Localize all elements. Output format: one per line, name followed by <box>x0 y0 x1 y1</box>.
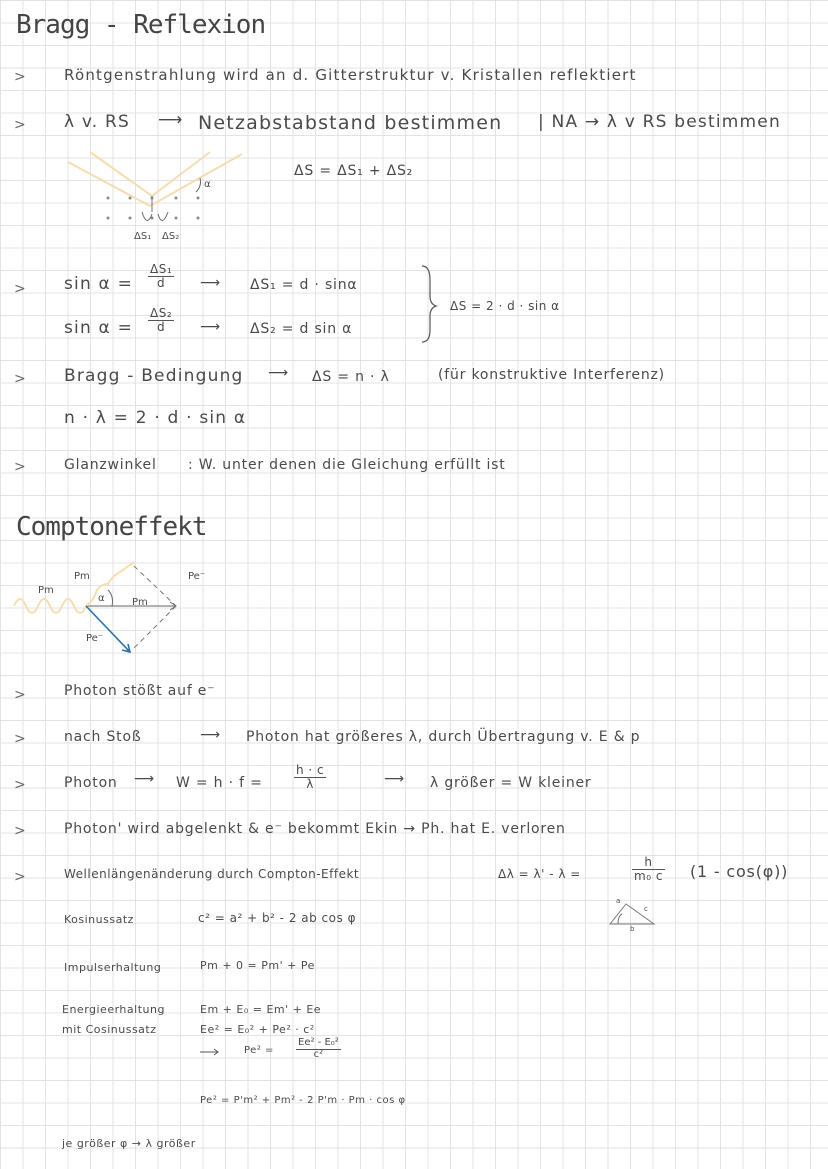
diagram-pm-scattered: Pm <box>74 571 90 582</box>
energy-label-1: Energieerhaltung <box>62 1003 165 1016</box>
c5-den: m₀ c <box>634 868 663 883</box>
compton-shift-left: Δλ = λ' - λ = <box>498 867 581 881</box>
delta-s-sum: ΔS = ΔS₁ + ΔS₂ <box>294 163 414 179</box>
energy-eq-2: Ee² = E₀² + Pe² · c² <box>200 1023 315 1036</box>
compton-line-3b: W = h · f = <box>176 775 263 791</box>
bragg-condition-label: Bragg - Bedingung <box>64 366 244 386</box>
arrow-symbol: ⟶ <box>200 275 221 291</box>
diagram-pe-top: Pe⁻ <box>188 571 206 582</box>
bragg-line-1: Röntgenstrahlung wird an d. Gitterstruktur v. Kristallen reflektiert <box>64 66 637 84</box>
diagram-pm-incoming: Pm <box>38 585 54 596</box>
glanz-text: : W. unter denen die Gleichung erfüllt ist <box>188 457 506 473</box>
compton-line-4: Photon' wird abgelenkt & e⁻ bekommt Ekin → Ph. hat E. verloren <box>64 821 566 837</box>
bullet-arrow: > <box>14 823 26 839</box>
compton-line-5: Wellenlängenänderung durch Compton-Effekt <box>64 867 360 881</box>
bragg-alpha: α <box>204 179 211 190</box>
arrow-symbol: ⟶ <box>200 727 221 743</box>
lattice-points <box>107 197 200 220</box>
bragg-law: n · λ = 2 · d · sin α <box>64 408 247 428</box>
energy-eq-1: Em + E₀ = Em' + Ee <box>200 1003 322 1016</box>
bullet-arrow: > <box>14 117 26 133</box>
arrow-symbol: ⟶ <box>268 365 289 381</box>
en3-num: Ee² - E₀² <box>298 1037 339 1048</box>
c5-num: h <box>632 856 665 870</box>
sin1-num: ΔS₁ <box>150 262 173 276</box>
sin1-right: ΔS₁ = d · sinα <box>250 277 358 293</box>
last-note: je größer φ → λ größer <box>62 1137 196 1150</box>
energy-label-2: mit Cosinussatz <box>62 1023 157 1036</box>
diagram-alpha: α <box>98 593 105 604</box>
compton-line-1: Photon stößt auf e⁻ <box>64 683 216 699</box>
sin2-num: ΔS₂ <box>150 306 173 320</box>
bullet-arrow: > <box>14 69 26 85</box>
cosine-rule-eq: c² = a² + b² - 2 ab cos φ <box>198 911 356 925</box>
sin2-right: ΔS₂ = d sin α <box>250 321 353 337</box>
compton-line-3c: λ größer = W kleiner <box>430 775 592 791</box>
bragg-line-2a: λ v. RS <box>64 112 131 132</box>
cosine-rule-label: Kosinussatz <box>64 913 134 926</box>
bullet-arrow: > <box>14 731 26 747</box>
en3-den: c² <box>313 1048 324 1060</box>
sin-result: ΔS = 2 · d · sin α <box>450 299 560 313</box>
triangle-label-a: a <box>616 897 621 905</box>
compton-line-2b: Photon hat größeres λ, durch Übertragung v. E & p <box>246 729 641 745</box>
momentum-label: Impulserhaltung <box>64 961 162 974</box>
bragg-ds1-label: ΔS₁ <box>134 231 152 242</box>
bragg-condition-note: (für konstruktive Interferenz) <box>438 367 665 383</box>
bullet-arrow: > <box>14 459 26 475</box>
sin1-left: sin α = <box>64 274 134 294</box>
final-momentum-eq: Pe² = P'm² + Pm² - 2 P'm · Pm · cos φ <box>200 1095 406 1106</box>
bullet-arrow: > <box>14 281 26 297</box>
bullet-arrow: > <box>14 371 26 387</box>
energy-fraction <box>296 1038 341 1060</box>
sin1-fraction <box>148 263 174 289</box>
compton-line-3a: Photon <box>64 775 118 791</box>
sin2-fraction <box>148 307 174 333</box>
bullet-arrow: > <box>14 869 26 885</box>
bragg-title: Bragg - Reflexion <box>16 10 266 40</box>
bragg-line-2b: Netzabstabstand bestimmen <box>198 112 503 134</box>
diagram-pe-bottom: Pe⁻ <box>86 633 104 644</box>
arrow-symbol: ⟶ <box>158 110 184 130</box>
photon-energy-fraction <box>294 764 326 790</box>
sin2-den: d <box>157 319 166 334</box>
triangle-label-c: c <box>644 905 648 913</box>
bullet-arrow: > <box>14 687 26 703</box>
arrow-symbol: ⟶ <box>200 319 221 335</box>
sin2-left: sin α = <box>64 318 134 338</box>
arrow-symbol: ⟶ <box>384 771 405 787</box>
compton-title: Comptoneffekt <box>16 512 207 542</box>
c3-den: λ <box>306 776 314 791</box>
triangle-label-b: b <box>630 925 635 933</box>
bragg-condition-eq: ΔS = n · λ <box>312 369 390 385</box>
sin1-den: d <box>157 275 166 290</box>
compton-shift-fraction <box>632 856 665 882</box>
bragg-line-2c: | NA → λ v RS bestimmen <box>538 112 781 132</box>
diagram-pm-axis: Pm <box>132 597 148 608</box>
arrow-symbol: ⟶ <box>134 771 155 787</box>
glanz-label: Glanzwinkel <box>64 457 157 473</box>
bragg-ds2-label: ΔS₂ <box>162 231 180 242</box>
energy-eq-3a: Pe² = <box>244 1045 274 1056</box>
compton-shift-right: (1 - cos(φ)) <box>690 862 789 881</box>
c3-num: h · c <box>296 763 325 777</box>
bullet-arrow: > <box>14 777 26 793</box>
compton-line-2a: nach Stoß <box>64 729 142 745</box>
momentum-eq: Pm + 0 = Pm' + Pe <box>200 959 315 972</box>
